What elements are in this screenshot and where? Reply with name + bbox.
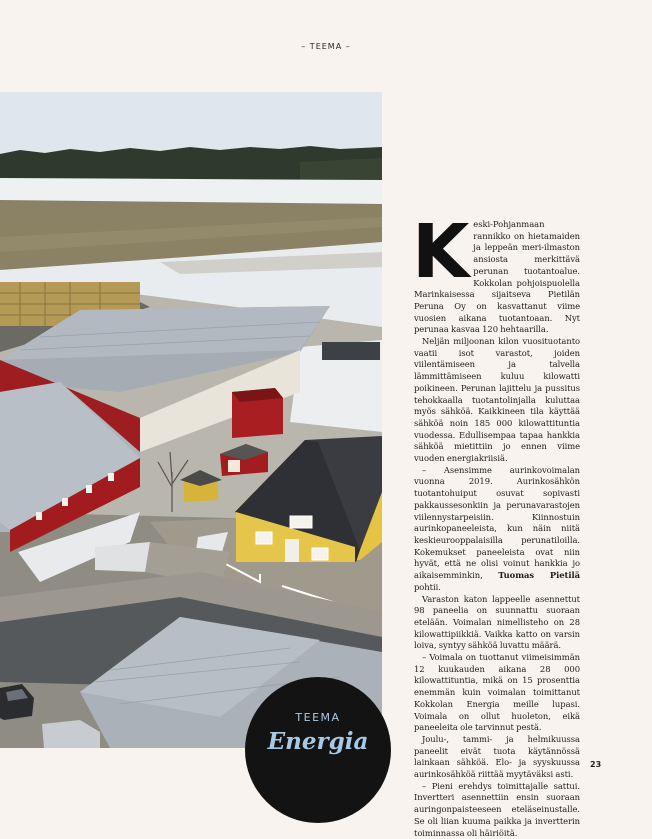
article-body <box>412 209 580 839</box>
drop-cap: K <box>412 209 470 295</box>
speaker-name: Tuomas Pietilä <box>498 570 580 581</box>
article-paragraph-6: Joulu-, tammi- ja helmikuussa paneelit eivät tuota käytännössä lainkaan sähköä. Elo- ja syyskuussa aurinkosähköä riittää myytäväksi asti. <box>414 733 580 780</box>
badge-top-label: TEEMA <box>295 711 341 724</box>
aerial-farm-photo <box>0 92 382 748</box>
theme-badge <box>245 677 391 823</box>
article-paragraph-5: – Voimala on tuottanut viimeisimmän 12 kuukauden aikana 28 000 kilowattituntia, mikä on 15 prosenttia enemmän kuin voimalan toimittanut Kokkolan Energia meille lupasi. Voimala on ollut huoleton, eikä paneeleita ole tarvinnut pestä. <box>414 652 580 733</box>
section-label: – TEEMA – <box>301 42 351 51</box>
article-paragraph-7: – Pieni erehdys toimittajalle sattui. Invertteri asennettiin ensin suoraan auringonpaisteeseen eteläseinustalle. Se oli liian kuuma paikka ja invertterin toiminnassa oli häiriöitä. <box>414 780 580 838</box>
article-paragraph-1: Keski-Pohjanmaan rannikko on hietamaiden ja leppeän meri-ilmaston ansiosta merkittävä perunan tuotantoalue. Kokkolan pohjoispuolella Marinkaisessa sijaitseva Pietilän Peruna Oy on kasvattanut viime vuosien aikana tuotantoaan. Nyt perunaa kasvaa 120 hehtaarilla. <box>412 209 580 335</box>
page-number: 23 <box>590 760 602 769</box>
article-paragraph-3: – Asensimme aurinkovoimalan vuonna 2019. Aurinkosähkön tuotantohuiput osuvat sopivasti pakkaussesonkiin ja perunavarastojen viilennystarpeisiin. Kiinnostuin aurinkopaneeleista, kun näin niitä keskieurooppalaisilla perunatiloilla. Kokemukset paneeleista ovat niin hyvät, että ne olisi voinut hankkia jo aikaisemminkin, Tuomas Pietilä pohtii. <box>414 464 580 592</box>
article-paragraph-4: Varaston katon lappeelle asennettut 98 paneelia on suunnattu suoraan etelään. Voimalan nimellisteho on 28 kilowattipiikkiä. Vaikka katto on varsin loiva, syntyy sähköä luvattu määrä. <box>414 593 580 651</box>
article-paragraph-2: Neljän miljoonan kilon vuosituotanto vaatii isot varastot, joiden viilentämiseen ja talvella lämmittämiseen kuluu kilowatti poikineen. Perunan lajittelu ja pussitus tehokkaalla tuotantolinjalla kuluttaa myös sähköä. Kaikkineen tila käyttää sähköä noin 185 000 kilowattituntia vuodessa. Edullisempaa tapaa hankkia sähköä mietittiin jo ennen viime vuoden energiakriisiä. <box>414 336 580 464</box>
badge-main-label: Energia <box>267 728 369 755</box>
